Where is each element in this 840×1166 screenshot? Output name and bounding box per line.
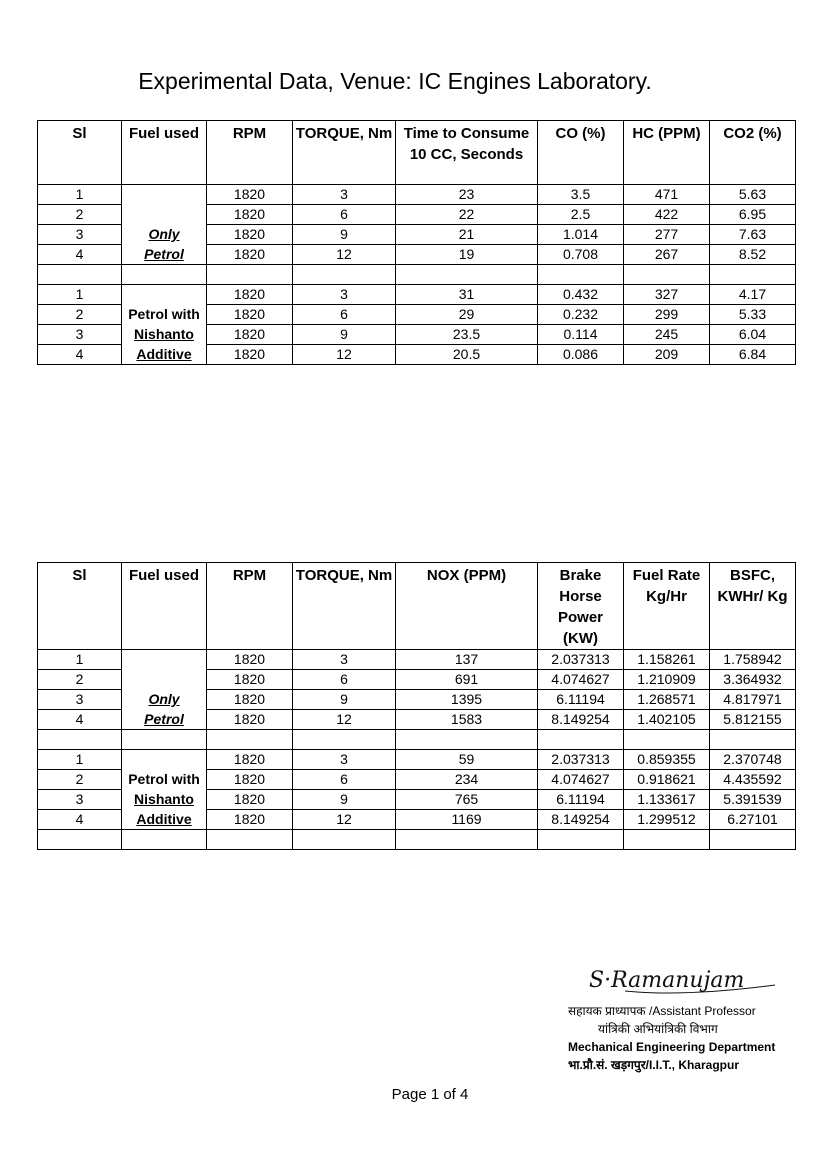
cell-empty: [396, 730, 538, 750]
cell-value: 6: [293, 205, 396, 225]
blank-row: [38, 265, 796, 285]
page-title: Experimental Data, Venue: IC Engines Laboratory.: [138, 68, 652, 94]
cell-value: 1820: [207, 205, 293, 225]
performance-table-body: [38, 650, 796, 850]
cell-value: 20.5: [396, 345, 538, 365]
cell-value: 1820: [207, 770, 293, 790]
cell-empty: [122, 730, 207, 750]
cell-value: 6: [293, 670, 396, 690]
cell-sl: 1: [38, 650, 122, 670]
cell-value: 299: [624, 305, 710, 325]
header-sl: Sl: [38, 563, 122, 650]
cell-value: 6.95: [710, 205, 796, 225]
cell-empty: [38, 730, 122, 750]
cell-sl: 1: [38, 750, 122, 770]
blank-row: [38, 730, 796, 750]
signature-institute: भा.प्रौ.सं. खड़गपुर/I.I.T., Kharagpur: [568, 1058, 739, 1072]
signature-block: [568, 1002, 798, 1074]
fuel-label-line: Petrol: [144, 711, 184, 727]
fuel-label-line: Additive: [136, 811, 192, 827]
cell-value: 0.918621: [624, 770, 710, 790]
cell-value: 23: [396, 185, 538, 205]
cell-empty: [538, 830, 624, 850]
cell-value: 2.370748: [710, 750, 796, 770]
cell-value: 277: [624, 225, 710, 245]
cell-value: 0.232: [538, 305, 624, 325]
cell-value: 1820: [207, 325, 293, 345]
cell-value: 1.402105: [624, 710, 710, 730]
header-brake-horse-power: Brake Horse Power (KW): [538, 563, 624, 650]
performance-table: [37, 562, 796, 850]
cell-fuel-used: [122, 750, 207, 830]
cell-sl: 1: [38, 185, 122, 205]
cell-value: 267: [624, 245, 710, 265]
cell-value: 5.33: [710, 305, 796, 325]
cell-sl: 4: [38, 810, 122, 830]
cell-sl: 4: [38, 710, 122, 730]
svg-text:S·Ramanujam: S·Ramanujam: [589, 968, 745, 993]
cell-value: 6.11194: [538, 690, 624, 710]
cell-value: 6: [293, 305, 396, 325]
cell-value: 0.086: [538, 345, 624, 365]
cell-value: 2.5: [538, 205, 624, 225]
cell-value: 1820: [207, 690, 293, 710]
cell-value: 234: [396, 770, 538, 790]
cell-empty: [293, 830, 396, 850]
cell-value: 1.133617: [624, 790, 710, 810]
cell-value: 59: [396, 750, 538, 770]
cell-value: 1583: [396, 710, 538, 730]
cell-value: 4.074627: [538, 770, 624, 790]
table-row: [38, 750, 796, 770]
cell-sl: 2: [38, 670, 122, 690]
cell-empty: [624, 830, 710, 850]
cell-value: 1820: [207, 245, 293, 265]
fuel-label-line: Petrol with: [128, 771, 200, 787]
cell-value: 1820: [207, 670, 293, 690]
cell-empty: [207, 730, 293, 750]
cell-empty: [207, 265, 293, 285]
header-torque: TORQUE, Nm: [293, 121, 396, 185]
cell-value: 1820: [207, 305, 293, 325]
header-bsfc: BSFC, KWHr/ Kg: [710, 563, 796, 650]
header-co: CO (%): [538, 121, 624, 185]
cell-value: 6.84: [710, 345, 796, 365]
cell-empty: [38, 830, 122, 850]
signature-department: Mechanical Engineering Department: [568, 1040, 776, 1054]
cell-value: 1820: [207, 750, 293, 770]
cell-sl: 3: [38, 325, 122, 345]
table-row: [38, 285, 796, 305]
cell-empty: [624, 265, 710, 285]
cell-value: 4.817971: [710, 690, 796, 710]
cell-value: 0.432: [538, 285, 624, 305]
cell-value: 6.27101: [710, 810, 796, 830]
cell-empty: [710, 265, 796, 285]
cell-sl: 4: [38, 345, 122, 365]
header-sl: Sl: [38, 121, 122, 185]
cell-value: 471: [624, 185, 710, 205]
cell-value: 5.812155: [710, 710, 796, 730]
fuel-label-line: Nishanto: [134, 326, 194, 342]
emissions-table: [37, 120, 796, 365]
cell-value: 12: [293, 810, 396, 830]
handwritten-signature: [585, 963, 785, 997]
cell-value: 0.114: [538, 325, 624, 345]
cell-empty: [710, 830, 796, 850]
page-number: Page 1 of 4: [391, 1086, 469, 1103]
fuel-label-line: Only: [148, 691, 180, 707]
cell-value: 8.149254: [538, 810, 624, 830]
cell-value: 5.391539: [710, 790, 796, 810]
cell-value: 1.758942: [710, 650, 796, 670]
cell-value: 6.04: [710, 325, 796, 345]
cell-value: 1820: [207, 810, 293, 830]
cell-value: 2.037313: [538, 650, 624, 670]
cell-value: 21: [396, 225, 538, 245]
cell-value: 1395: [396, 690, 538, 710]
cell-value: 1.158261: [624, 650, 710, 670]
header-fuel-used: Fuel used: [122, 121, 207, 185]
cell-value: 1820: [207, 650, 293, 670]
cell-value: 1820: [207, 790, 293, 810]
cell-sl: 2: [38, 205, 122, 225]
cell-empty: [538, 730, 624, 750]
signature-department-hindi: यांत्रिकी अभियांत्रिकी विभाग: [598, 1022, 718, 1036]
cell-value: 137: [396, 650, 538, 670]
header-fuel-rate: Fuel Rate Kg/Hr: [624, 563, 710, 650]
header-co2: CO2 (%): [710, 121, 796, 185]
fuel-label-line: Petrol: [144, 246, 184, 262]
cell-value: 9: [293, 225, 396, 245]
fuel-label-line: Nishanto: [134, 791, 194, 807]
cell-value: 3: [293, 285, 396, 305]
cell-value: 3: [293, 750, 396, 770]
cell-value: 3: [293, 650, 396, 670]
cell-value: 5.63: [710, 185, 796, 205]
fuel-label-line: Petrol with: [128, 306, 200, 322]
cell-value: 12: [293, 345, 396, 365]
cell-value: 19: [396, 245, 538, 265]
table-row: [38, 185, 796, 205]
cell-value: 422: [624, 205, 710, 225]
cell-value: 1.268571: [624, 690, 710, 710]
cell-fuel-used: [122, 285, 207, 365]
cell-value: 6: [293, 770, 396, 790]
cell-sl: 4: [38, 245, 122, 265]
cell-value: 245: [624, 325, 710, 345]
cell-value: 1.210909: [624, 670, 710, 690]
cell-fuel-used: [122, 650, 207, 730]
cell-value: 327: [624, 285, 710, 305]
fuel-label-line: Additive: [136, 346, 192, 362]
cell-sl: 2: [38, 770, 122, 790]
cell-empty: [538, 265, 624, 285]
header-time-to-consume: Time to Consume 10 CC, Seconds: [396, 121, 538, 185]
cell-empty: [396, 830, 538, 850]
cell-empty: [624, 730, 710, 750]
cell-empty: [122, 830, 207, 850]
cell-sl: 3: [38, 790, 122, 810]
cell-value: 1820: [207, 710, 293, 730]
header-rpm: RPM: [207, 563, 293, 650]
cell-empty: [396, 265, 538, 285]
cell-empty: [293, 730, 396, 750]
header-torque: TORQUE, Nm: [293, 563, 396, 650]
cell-value: 31: [396, 285, 538, 305]
cell-value: 0.708: [538, 245, 624, 265]
cell-value: 691: [396, 670, 538, 690]
cell-value: 12: [293, 245, 396, 265]
cell-empty: [207, 830, 293, 850]
cell-value: 9: [293, 325, 396, 345]
cell-value: 1820: [207, 225, 293, 245]
cell-value: 3.5: [538, 185, 624, 205]
cell-sl: 3: [38, 690, 122, 710]
cell-empty: [293, 265, 396, 285]
signature-designation: सहायक प्राध्यापक /Assistant Professor: [568, 1004, 756, 1018]
cell-value: 1.014: [538, 225, 624, 245]
header-hc: HC (PPM): [624, 121, 710, 185]
cell-value: 3.364932: [710, 670, 796, 690]
cell-sl: 2: [38, 305, 122, 325]
cell-empty: [710, 730, 796, 750]
cell-value: 1169: [396, 810, 538, 830]
header-nox: NOX (PPM): [396, 563, 538, 650]
cell-value: 4.17: [710, 285, 796, 305]
cell-value: 23.5: [396, 325, 538, 345]
header-rpm: RPM: [207, 121, 293, 185]
cell-value: 1820: [207, 185, 293, 205]
cell-value: 765: [396, 790, 538, 810]
cell-sl: 1: [38, 285, 122, 305]
blank-row: [38, 830, 796, 850]
cell-sl: 3: [38, 225, 122, 245]
cell-value: 12: [293, 710, 396, 730]
cell-value: 2.037313: [538, 750, 624, 770]
cell-value: 4.074627: [538, 670, 624, 690]
cell-value: 29: [396, 305, 538, 325]
cell-value: 7.63: [710, 225, 796, 245]
cell-empty: [122, 265, 207, 285]
fuel-label-line: Only: [148, 226, 180, 242]
table-row: [38, 650, 796, 670]
cell-value: 1.299512: [624, 810, 710, 830]
cell-value: 4.435592: [710, 770, 796, 790]
cell-value: 6.11194: [538, 790, 624, 810]
cell-value: 0.859355: [624, 750, 710, 770]
emissions-table-body: [38, 185, 796, 365]
cell-fuel-used: [122, 185, 207, 265]
cell-value: 1820: [207, 285, 293, 305]
cell-value: 9: [293, 690, 396, 710]
cell-value: 8.149254: [538, 710, 624, 730]
cell-value: 3: [293, 185, 396, 205]
cell-value: 8.52: [710, 245, 796, 265]
header-fuel-used: Fuel used: [122, 563, 207, 650]
cell-value: 9: [293, 790, 396, 810]
cell-empty: [38, 265, 122, 285]
cell-value: 22: [396, 205, 538, 225]
cell-value: 209: [624, 345, 710, 365]
cell-value: 1820: [207, 345, 293, 365]
